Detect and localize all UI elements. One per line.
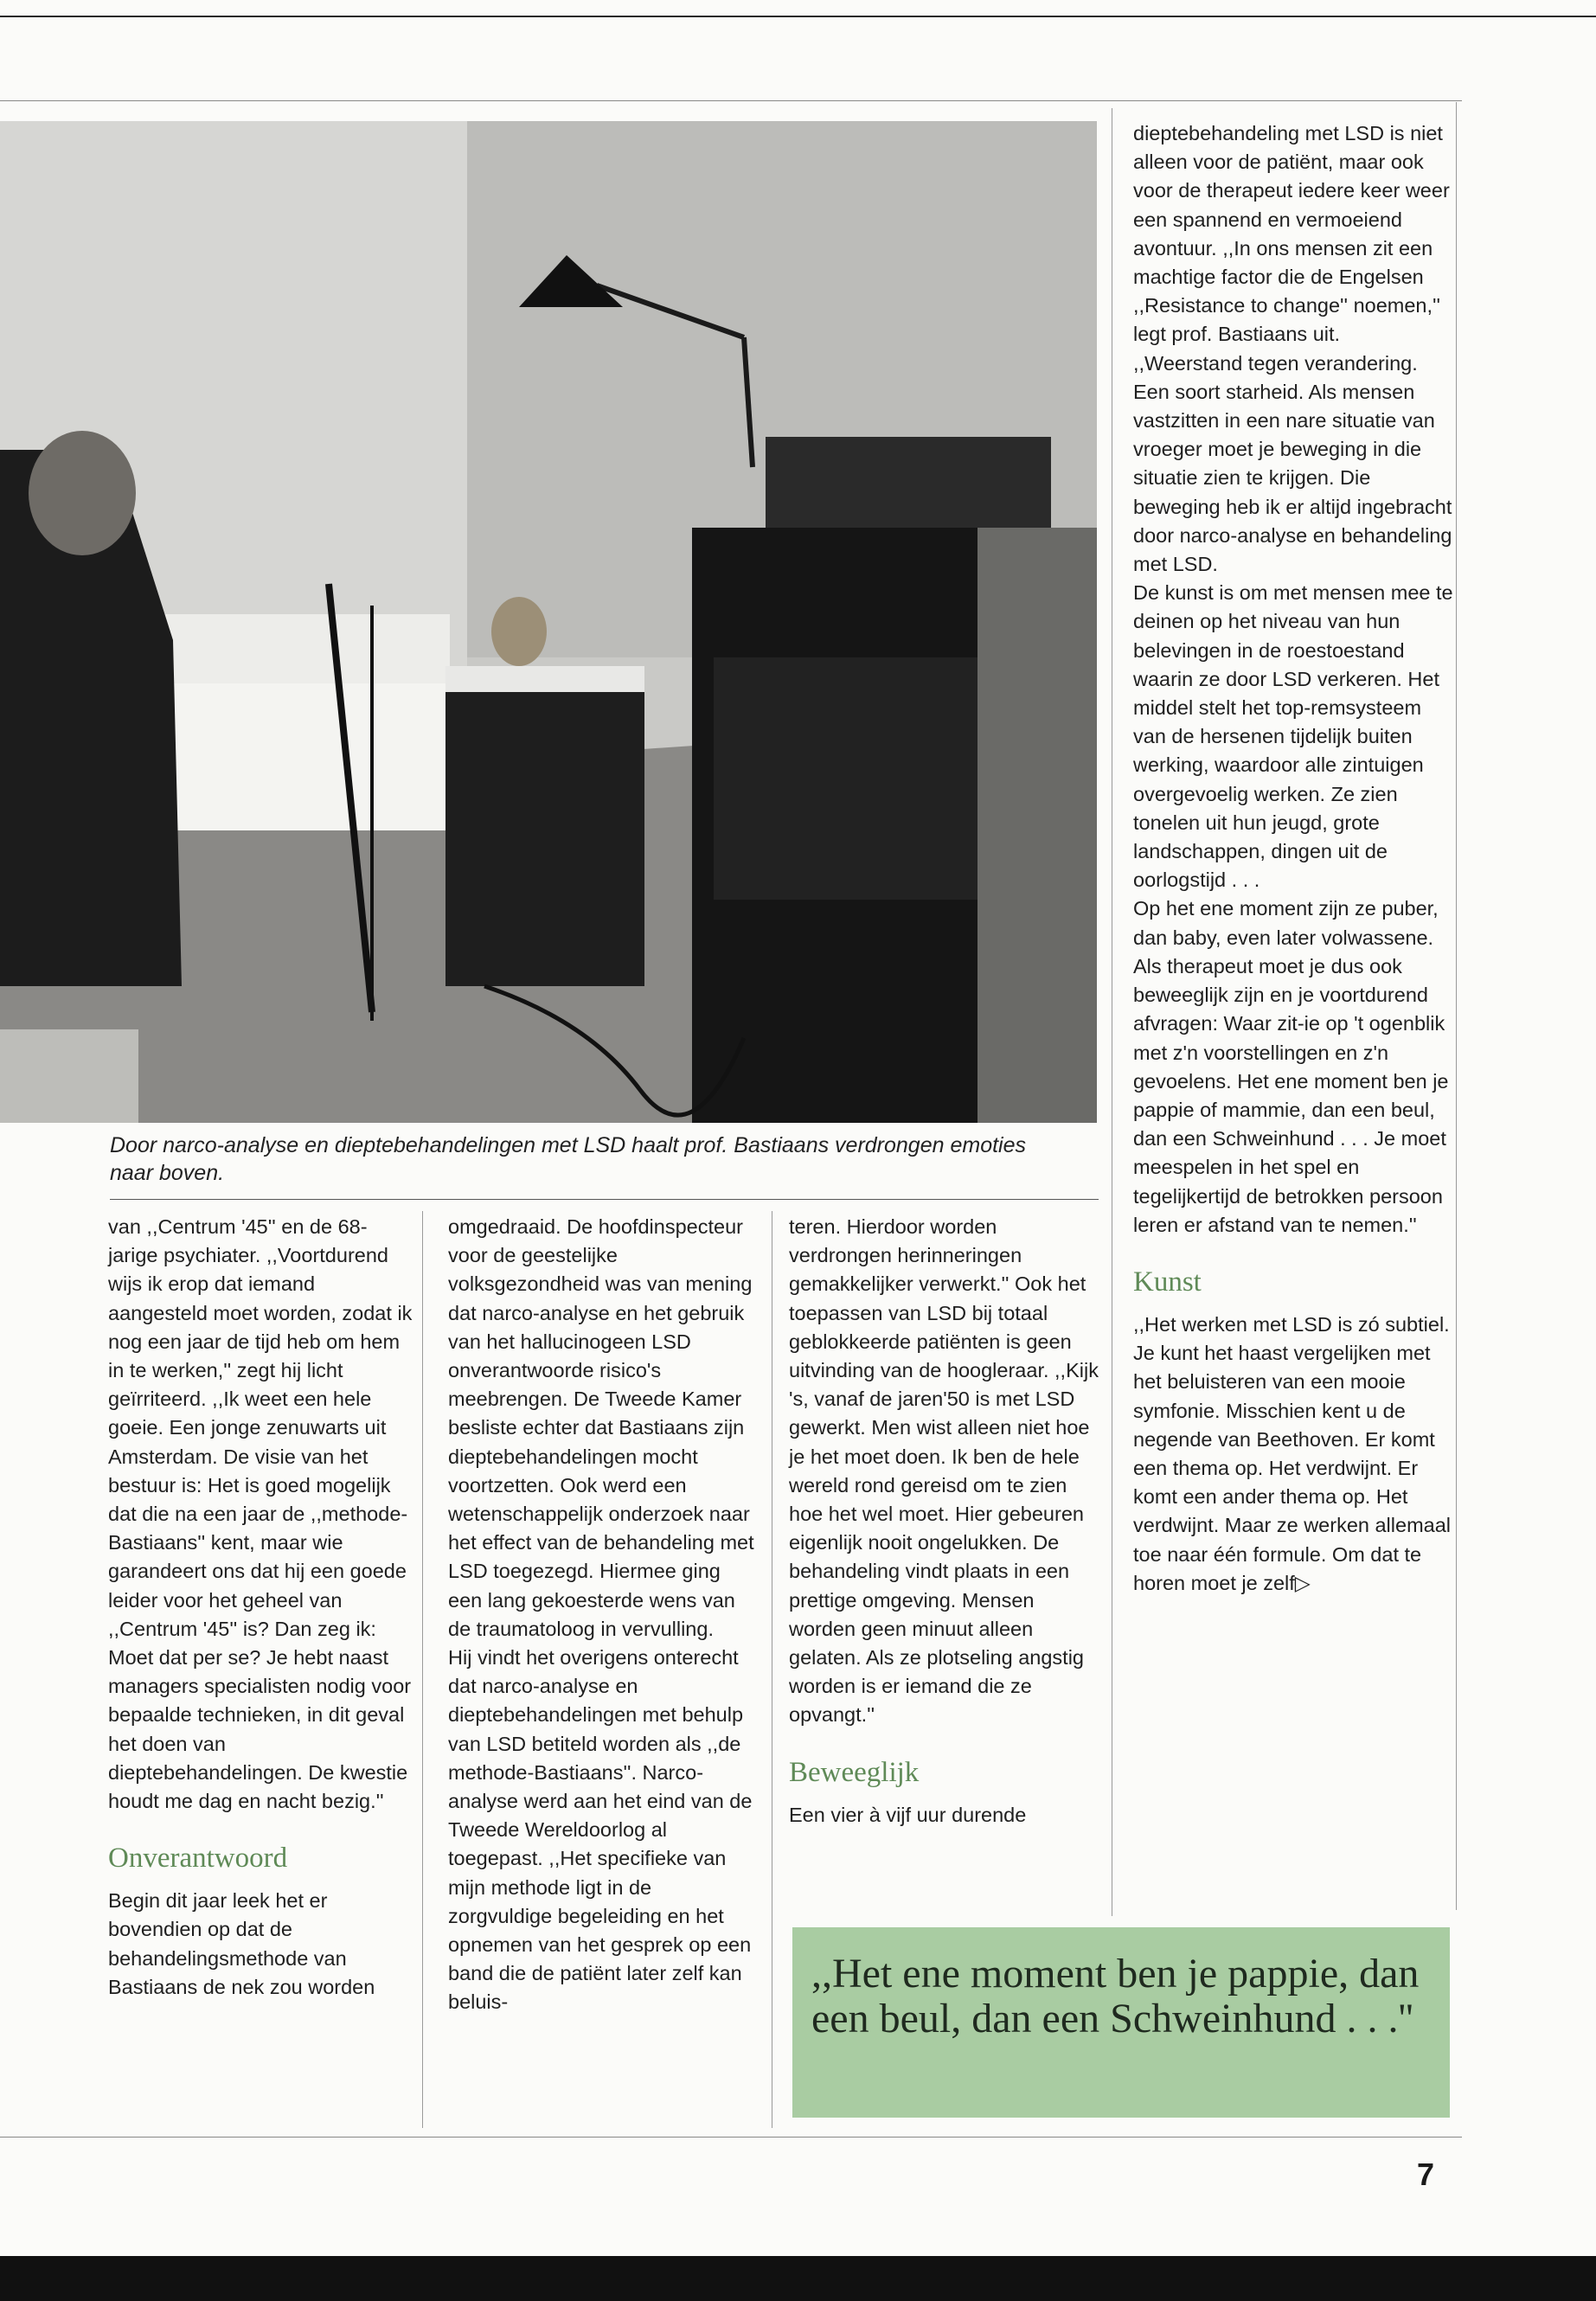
scan-edge — [0, 2256, 1596, 2301]
col3-paragraph-1: teren. Hierdoor worden verdrongen herinneringen gemakkelijker verwerkt.'' Ook het toepassen van LSD bij totaal geblokkeerde patiënten is geen uitvinding van de hoogleraar. ,,Kijk 's, vanaf de jaren'50 is met LSD gewerkt. Men wist alleen niet hoe je het moet doen. Ik ben de hele wereld rond gereisd om te zien hoe het wel moet. Hier gebeuren eigenlijk nooit ongelukken. De behandeling vindt plaats in een prettige omgeving. Mensen worden geen minuut alleen gelaten. Als ze plotseling angstig worden is er iemand die ze opvangt.'' — [789, 1215, 1099, 1727]
page-number: 7 — [1417, 2157, 1435, 2192]
col3-paragraph-2: Een vier à vijf uur durende — [789, 1803, 1027, 1826]
col4-paragraph-1: dieptebehandeling met LSD is niet alleen voor de patiënt, maar ook voor de therapeut iedere keer weer een spannend en vermoeiend avontuur. ,,In ons mensen zit een machtige factor die de Engelsen ,,Resistance to change'' noemen,'' legt prof. Bastiaans uit. ,,Weerstand tegen verandering. Een soort starheid. Als mensen vastzitten in een nare situatie van vroeger moet je beweging in die situatie zien te krijgen. Die beweging heb ik er altijd ingebracht door narco-analyse en behandeling met LSD. — [1133, 122, 1452, 576]
col1-paragraph-2: Begin dit jaar leek het er bovendien op dat de behandelingsmethode van Bastiaans de nek zou worden — [108, 1889, 375, 1998]
caption-rule — [110, 1199, 1099, 1200]
col4-paragraph-4-text: ,,Het werken met LSD is zó subtiel. Je kunt het haast vergelijken met het beluisteren van een mooie symfonie. Misschien kent u de negende van Beethoven. Er komt een thema op. Het verdwijnt. Er komt een ander thema op. Het verdwijnt. Maar ze werken allemaal toe naar één formule. Om dat te horen moet je zelf — [1133, 1312, 1452, 1594]
top-rule — [0, 16, 1596, 17]
photo-caption: Door narco-analyse en dieptebehandelingen met LSD haalt prof. Bastiaans verdrongen emoties naar boven. — [110, 1133, 1026, 1185]
column-divider-4 — [1456, 102, 1457, 1910]
col4-paragraph-4 — [1133, 1311, 1453, 1598]
bottom-rule — [0, 2137, 1462, 2138]
heading-kunst: Kunst — [1133, 1266, 1202, 1298]
col4-paragraph-2: De kunst is om met mensen mee te deinen op het niveau van hun belevingen in de roestoestand waarin ze door LSD verkeren. Het middel stelt het top-remsysteem van de hersenen tijdelijk buiten werking, waardoor alle zintuigen overgevoelig werken. Ze zien tonelen uit hun jeugd, grote landschappen, dingen uit de oorlogstijd . . . — [1133, 581, 1453, 892]
col2-paragraph-2: Hij vindt het overigens onterecht dat narco-analyse en dieptebehandelingen met behulp van LSD betiteld worden als ,,de methode-Bastiaans''. Narco-analyse werd aan het eind van de Tweede Wereldoorlog al toegepast. ,,Het specifieke van mijn methode ligt in de zorgvuldige begeleiding en het opnemen van het gesprek op een band die de patiënt later zelf kan beluis- — [448, 1646, 753, 2014]
pull-quote: ,,Het ene moment ben je pappie, dan een beul, dan een Schweinhund . . .'' — [792, 1927, 1450, 2118]
col1-paragraph-1: van ,,Centrum '45'' en de 68-jarige psychiater. ,,Voortdurend wijs ik erop dat iemand aangesteld moet worden, zodat ik nog een jaar de tijd heb om hem in te werken,'' zegt hij licht geïrriteerd. ,,Ik weet een hele goeie. Een jonge zenuwarts uit Amsterdam. De visie van het bestuur is: Het is goed mogelijk dat die na een jaar de ,,methode-Bastiaans'' kent, maar wie garandeert ons dat hij een goede leider voor het geheel van ,,Centrum '45'' is? Dan zeg ik: Moet dat per se? Je hebt naast managers specialisten nodig voor bepaalde technieken, in dit geval het doen van dieptebehandelingen. De kwestie houdt me dag en nacht bezig.'' — [108, 1215, 413, 1813]
column-1 — [108, 1213, 415, 2002]
photo-illustration — [0, 121, 1097, 1123]
heading-beweeglijk: Beweeglijk — [789, 1756, 920, 1788]
column-3 — [789, 1213, 1100, 1830]
col2-paragraph-1: omgedraaid. De hoofdinspecteur voor de geestelijke volksgezondheid was van mening dat narco-analyse en het gebruik van het hallucinogeen LSD onverantwoorde risico's meebrengen. De Tweede Kamer besliste echter dat Bastiaans zijn dieptebehandelingen mocht voortzetten. Ook werd een wetenschappelijk onderzoek naar het effect van de behandeling met LSD toegezegd. Hiermee ging een lang gekoesterde wens van de traumatoloog in vervulling. — [448, 1215, 754, 1640]
photo — [0, 121, 1097, 1123]
col4-paragraph-3: Op het ene moment zijn ze puber, dan baby, even later volwassene. Als therapeut moet je dus ook beweeglijk zijn en je voortdurend afvragen: Waar zit-ie op 't ogenblik met z'n voorstellingen en z'n gevoelens. Het ene moment ben je pappie of mammie, dan een beul, dan een Schweinhund . . . Je moet meespelen in het spel en tegelijkertijd de betrokken persoon leren er afstand van te nemen.'' — [1133, 897, 1449, 1236]
column-divider-1 — [422, 1211, 423, 2128]
column-2 — [448, 1213, 760, 2017]
column-4 — [1133, 119, 1453, 1598]
photo-top-rule — [0, 100, 1462, 101]
continue-arrow-icon: ▷ — [1294, 1571, 1311, 1594]
heading-onverantwoord: Onverantwoord — [108, 1843, 288, 1875]
